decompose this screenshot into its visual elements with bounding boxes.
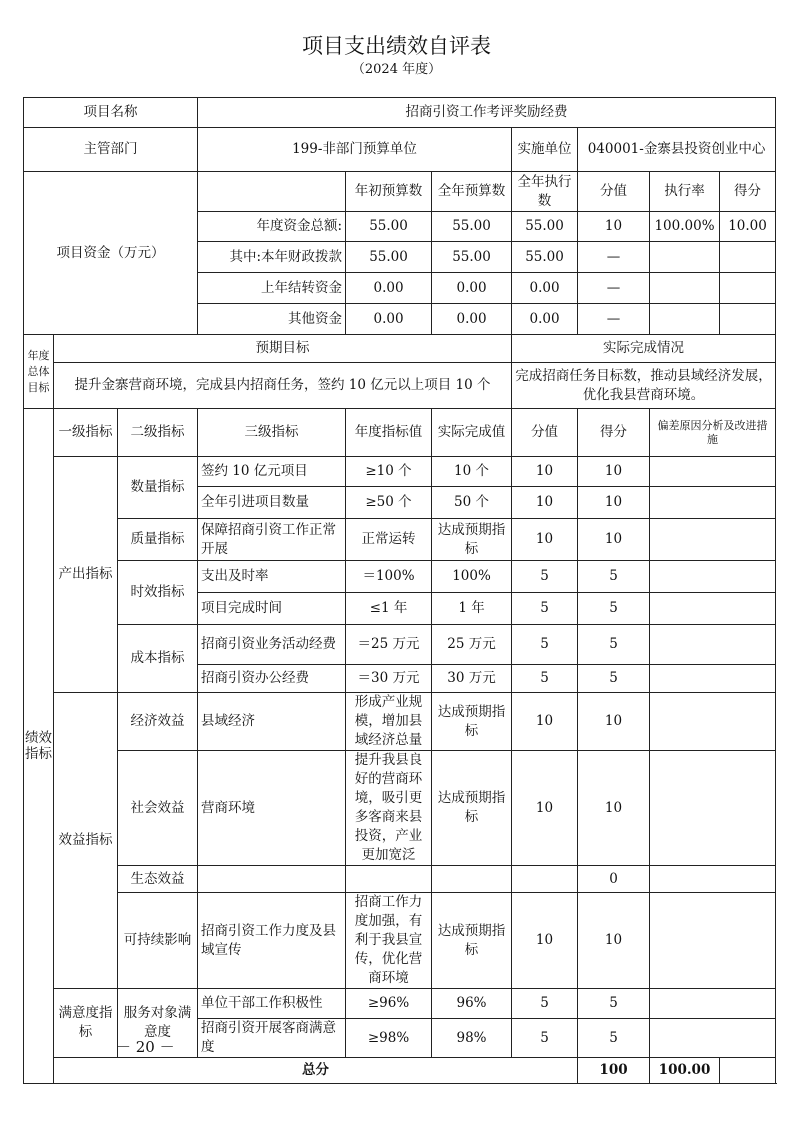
funds-rate bbox=[650, 242, 720, 273]
indicator-actual: 达成预期指标 bbox=[432, 693, 512, 751]
indicator-score: 10 bbox=[578, 519, 650, 561]
indicator-target bbox=[346, 866, 432, 893]
header-level3: 三级指标 bbox=[198, 409, 346, 457]
indicator-actual: 25 万元 bbox=[432, 625, 512, 665]
indicator-actual: 100% bbox=[432, 561, 512, 593]
indicator-note bbox=[650, 989, 776, 1019]
funds-score bbox=[720, 304, 776, 335]
funds-initial: 0.00 bbox=[346, 304, 432, 335]
indicator-score: 5 bbox=[578, 989, 650, 1019]
funds-score-value: — bbox=[578, 242, 650, 273]
indicator-name: 县域经济 bbox=[198, 693, 346, 751]
indicator-note bbox=[650, 1019, 776, 1058]
indicator-score: 10 bbox=[578, 487, 650, 519]
header-actual: 实际完成值 bbox=[432, 409, 512, 457]
subgroup-quantity: 数量指标 bbox=[118, 457, 198, 519]
indicator-name: 项目完成时间 bbox=[198, 593, 346, 625]
indicator-actual: 96% bbox=[432, 989, 512, 1019]
indicator-score-value: 5 bbox=[512, 625, 578, 665]
dept-value: 199-非部门预算单位 bbox=[198, 128, 512, 172]
indicator-row bbox=[24, 693, 776, 751]
indicator-target: ＝30 万元 bbox=[346, 665, 432, 693]
indicator-note bbox=[650, 665, 776, 693]
indicator-note bbox=[650, 893, 776, 989]
funds-label: 项目资金（万元） bbox=[24, 172, 198, 335]
group-satisfaction: 满意度指标 bbox=[54, 989, 118, 1058]
indicator-row bbox=[24, 519, 776, 561]
funds-initial: 0.00 bbox=[346, 273, 432, 304]
indicator-note bbox=[650, 457, 776, 487]
indicator-score: 10 bbox=[578, 693, 650, 751]
funds-header-executed: 全年执行数 bbox=[512, 172, 578, 212]
indicator-target: 招商工作力度加强，有利于我县宣传，优化营商环境 bbox=[346, 893, 432, 989]
funds-row-label: 上年结转资金 bbox=[198, 273, 346, 304]
funds-row-label: 其他资金 bbox=[198, 304, 346, 335]
indicator-score-value: 5 bbox=[512, 1019, 578, 1058]
funds-row-label: 年度资金总额: bbox=[198, 212, 346, 242]
goals-actual-header: 实际完成情况 bbox=[512, 335, 776, 363]
group-output: 产出指标 bbox=[54, 457, 118, 693]
indicator-target: ＝100% bbox=[346, 561, 432, 593]
funds-row-label: 其中:本年财政拨款 bbox=[198, 242, 346, 273]
funds-initial: 55.00 bbox=[346, 212, 432, 242]
indicator-actual: 30 万元 bbox=[432, 665, 512, 693]
subgroup-economic: 经济效益 bbox=[118, 693, 198, 751]
indicator-name: 招商引资工作力度及县域宣传 bbox=[198, 893, 346, 989]
indicator-score: 5 bbox=[578, 593, 650, 625]
goals-header-row bbox=[24, 335, 776, 363]
total-score: 100.00 bbox=[650, 1058, 720, 1084]
indicator-score-value: 10 bbox=[512, 693, 578, 751]
header-target: 年度指标值 bbox=[346, 409, 432, 457]
indicator-score-value: 5 bbox=[512, 665, 578, 693]
goals-actual-text: 完成招商任务目标数，推动县域经济发展，优化我县营商环境。 bbox=[512, 363, 776, 409]
indicator-target: ≥98% bbox=[346, 1019, 432, 1058]
indicator-target: ＝25 万元 bbox=[346, 625, 432, 665]
page-title: 项目支出绩效自评表 bbox=[302, 34, 491, 58]
indicator-score-value: 10 bbox=[512, 487, 578, 519]
funds-rate bbox=[650, 304, 720, 335]
subgroup-timeliness: 时效指标 bbox=[118, 561, 198, 625]
header-level1: 一级指标 bbox=[54, 409, 118, 457]
funds-rate bbox=[650, 273, 720, 304]
goals-content-row bbox=[24, 363, 776, 409]
funds-score bbox=[720, 242, 776, 273]
indicator-target: ≥50 个 bbox=[346, 487, 432, 519]
indicator-score-value: 10 bbox=[512, 893, 578, 989]
indicator-note bbox=[650, 561, 776, 593]
indicator-name: 营商环境 bbox=[198, 751, 346, 866]
page-subtitle: （2024 年度） bbox=[351, 62, 442, 77]
total-row bbox=[24, 1058, 776, 1084]
indicator-score: 5 bbox=[578, 561, 650, 593]
subgroup-ecological: 生态效益 bbox=[118, 866, 198, 893]
indicator-name: 支出及时率 bbox=[198, 561, 346, 593]
funds-rate: 100.00% bbox=[650, 212, 720, 242]
subgroup-social: 社会效益 bbox=[118, 751, 198, 866]
funds-score-value: — bbox=[578, 273, 650, 304]
indicator-score: 0 bbox=[578, 866, 650, 893]
funds-header-annual: 全年预算数 bbox=[432, 172, 512, 212]
indicator-name bbox=[198, 866, 346, 893]
indicator-name: 单位干部工作积极性 bbox=[198, 989, 346, 1019]
indicator-name: 招商引资开展客商满意度 bbox=[198, 1019, 346, 1058]
indicator-score: 10 bbox=[578, 751, 650, 866]
funds-header-rate: 执行率 bbox=[650, 172, 720, 212]
indicator-row bbox=[24, 561, 776, 593]
indicator-note bbox=[650, 751, 776, 866]
indicator-row bbox=[24, 625, 776, 665]
indicator-score: 10 bbox=[578, 457, 650, 487]
indicator-note bbox=[650, 487, 776, 519]
indicators-label: 绩效指标 bbox=[24, 409, 54, 1084]
indicator-score-value bbox=[512, 866, 578, 893]
indicator-name: 保障招商引资工作正常开展 bbox=[198, 519, 346, 561]
indicator-note bbox=[650, 625, 776, 665]
project-name-row bbox=[24, 98, 776, 128]
indicator-note bbox=[650, 693, 776, 751]
project-name-value: 招商引资工作考评奖励经费 bbox=[198, 98, 776, 128]
indicator-score: 5 bbox=[578, 625, 650, 665]
page-number: － 20 － bbox=[116, 1038, 175, 1056]
indicator-score-value: 10 bbox=[512, 457, 578, 487]
indicator-target: 正常运转 bbox=[346, 519, 432, 561]
goals-expected-text: 提升金寨营商环境，完成县内招商任务，签约 10 亿元以上项目 10 个 bbox=[54, 363, 512, 409]
indicator-actual bbox=[432, 866, 512, 893]
indicator-name: 招商引资业务活动经费 bbox=[198, 625, 346, 665]
indicator-note bbox=[650, 519, 776, 561]
evaluation-table bbox=[23, 97, 776, 1084]
subgroup-sustainable: 可持续影响 bbox=[118, 893, 198, 989]
indicator-row bbox=[24, 866, 776, 893]
funds-annual: 0.00 bbox=[432, 273, 512, 304]
indicator-score-value: 5 bbox=[512, 989, 578, 1019]
indicator-actual: 50 个 bbox=[432, 487, 512, 519]
funds-score-value: 10 bbox=[578, 212, 650, 242]
indicator-actual: 达成预期指标 bbox=[432, 519, 512, 561]
header-score: 得分 bbox=[578, 409, 650, 457]
funds-annual: 55.00 bbox=[432, 212, 512, 242]
indicator-target: 提升我县良好的营商环境，吸引更多客商来县投资，产业更加宽泛 bbox=[346, 751, 432, 866]
header-note: 偏差原因分析及改进措施 bbox=[650, 409, 776, 457]
indicator-actual: 1 年 bbox=[432, 593, 512, 625]
funds-executed: 0.00 bbox=[512, 273, 578, 304]
funds-executed: 55.00 bbox=[512, 242, 578, 273]
funds-header-score-value: 分值 bbox=[578, 172, 650, 212]
indicator-score: 5 bbox=[578, 1019, 650, 1058]
indicator-actual: 达成预期指标 bbox=[432, 751, 512, 866]
subgroup-quality: 质量指标 bbox=[118, 519, 198, 561]
indicator-name: 招商引资办公经费 bbox=[198, 665, 346, 693]
group-benefit: 效益指标 bbox=[54, 693, 118, 989]
funds-score bbox=[720, 273, 776, 304]
indicator-name: 签约 10 亿元项目 bbox=[198, 457, 346, 487]
header-level2: 二级指标 bbox=[118, 409, 198, 457]
funds-header-initial: 年初预算数 bbox=[346, 172, 432, 212]
funds-header-row bbox=[24, 172, 776, 212]
impl-label: 实施单位 bbox=[512, 128, 578, 172]
indicator-target: ≥96% bbox=[346, 989, 432, 1019]
indicator-actual: 98% bbox=[432, 1019, 512, 1058]
total-note bbox=[720, 1058, 776, 1084]
indicator-target: 形成产业规模，增加县域经济总量 bbox=[346, 693, 432, 751]
funds-annual: 0.00 bbox=[432, 304, 512, 335]
indicator-score: 10 bbox=[578, 893, 650, 989]
indicator-actual: 达成预期指标 bbox=[432, 893, 512, 989]
indicator-score-value: 10 bbox=[512, 519, 578, 561]
goals-expected-header: 预期目标 bbox=[54, 335, 512, 363]
subgroup-cost: 成本指标 bbox=[118, 625, 198, 693]
indicator-score: 5 bbox=[578, 665, 650, 693]
indicator-row bbox=[24, 751, 776, 866]
total-label: 总分 bbox=[54, 1058, 578, 1084]
indicator-score-value: 5 bbox=[512, 561, 578, 593]
funds-annual: 55.00 bbox=[432, 242, 512, 273]
funds-score-value: — bbox=[578, 304, 650, 335]
dept-label: 主管部门 bbox=[24, 128, 198, 172]
subgroup-service: 服务对象满意度 bbox=[118, 989, 198, 1058]
header-score-value: 分值 bbox=[512, 409, 578, 457]
impl-value: 040001-金寨县投资创业中心 bbox=[578, 128, 776, 172]
goals-label: 年度总体目标 bbox=[24, 335, 54, 409]
indicator-row bbox=[24, 457, 776, 487]
indicators-header-row bbox=[24, 409, 776, 457]
indicator-target: ≤1 年 bbox=[346, 593, 432, 625]
indicator-row bbox=[24, 893, 776, 989]
indicator-note bbox=[650, 593, 776, 625]
funds-executed: 0.00 bbox=[512, 304, 578, 335]
funds-header-score: 得分 bbox=[720, 172, 776, 212]
indicator-name: 全年引进项目数量 bbox=[198, 487, 346, 519]
project-name-label: 项目名称 bbox=[24, 98, 198, 128]
indicator-score-value: 5 bbox=[512, 593, 578, 625]
indicator-note bbox=[650, 866, 776, 893]
funds-score: 10.00 bbox=[720, 212, 776, 242]
indicator-row bbox=[24, 989, 776, 1019]
indicator-score-value: 10 bbox=[512, 751, 578, 866]
funds-header-blank bbox=[198, 172, 346, 212]
funds-initial: 55.00 bbox=[346, 242, 432, 273]
indicator-actual: 10 个 bbox=[432, 457, 512, 487]
dept-row bbox=[24, 128, 776, 172]
indicator-target: ≥10 个 bbox=[346, 457, 432, 487]
funds-executed: 55.00 bbox=[512, 212, 578, 242]
total-score-value: 100 bbox=[578, 1058, 650, 1084]
